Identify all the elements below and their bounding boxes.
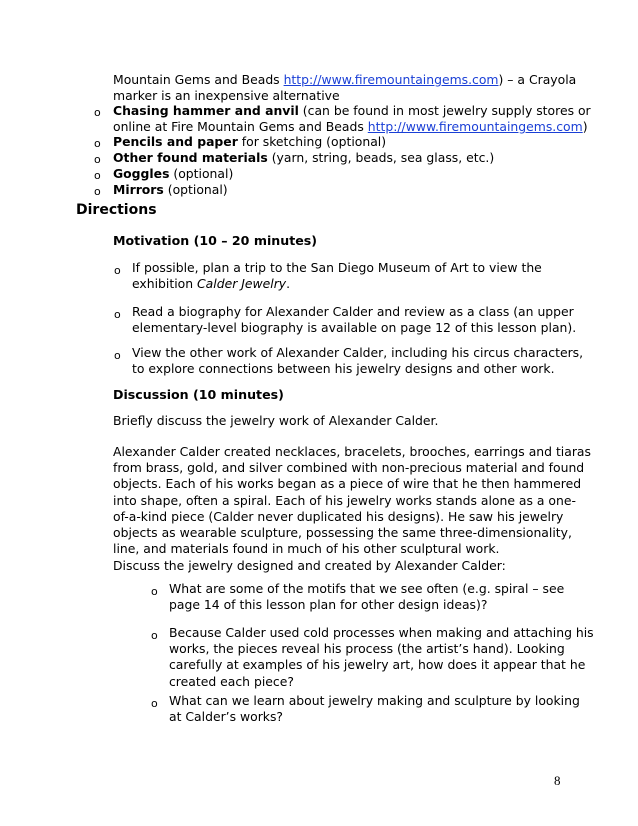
materials-item-other <box>113 150 494 166</box>
item-title: Mirrors <box>113 182 164 197</box>
item-title: Goggles <box>113 166 170 181</box>
page-number: 8 <box>554 773 561 788</box>
discussion-paragraph <box>113 444 591 557</box>
materials-continuation <box>113 72 576 104</box>
bullet: o <box>114 264 121 277</box>
motivation-item <box>132 345 583 377</box>
bullet: o <box>94 185 101 198</box>
question-line: works, the pieces reveal his process (the artist’s hand). Looking <box>169 641 565 657</box>
item-text: exhibition <box>132 276 198 292</box>
paragraph-line: Alexander Calder created necklaces, bracelets, brooches, earrings and tiaras <box>113 444 591 459</box>
item-text: (yarn, string, beads, sea glass, etc.) <box>267 150 495 165</box>
question-line: page 14 of this lesson plan for other design ideas)? <box>169 597 488 613</box>
discussion-prompt: Discuss the jewelry designed and created by Alexander Calder: <box>113 558 506 573</box>
discussion-heading: Discussion (10 minutes) <box>113 387 284 402</box>
paragraph-line: objects. Each of his works began as a piece of wire that he then hammered <box>113 476 582 492</box>
bullet: o <box>114 349 121 362</box>
materials-item-goggles <box>113 166 233 182</box>
item-text: elementary-level biography is available on page 12 of this lesson plan). <box>132 320 577 336</box>
discussion-question <box>169 625 594 690</box>
item-text: View the other work of Alexander Calder, including his circus characters, <box>132 345 584 360</box>
question-line: What can we learn about jewelry making and sculpture by looking <box>169 693 580 708</box>
item-title: Chasing hammer and anvil <box>113 103 299 118</box>
item-text: to explore connections between his jewelry designs and other work. <box>132 361 555 377</box>
materials-item-mirrors <box>113 182 228 198</box>
bullet: o <box>114 308 121 321</box>
discussion-question <box>169 581 564 613</box>
bullet: o <box>94 106 101 119</box>
fire-mountain-link[interactable]: http://www.firemountaingems.com <box>367 119 583 135</box>
question-line: created each piece? <box>169 673 294 689</box>
item-text: . <box>286 276 291 292</box>
item-text: If possible, plan a trip to the San Diego Museum of Art to view the <box>132 260 542 275</box>
question-line: What are some of the motifs that we see often (e.g. spiral – see <box>169 581 565 596</box>
item-text: Read a biography for Alexander Calder and review as a class (an upper <box>132 304 574 319</box>
item-title: Other found materials <box>113 150 268 165</box>
exhibition-title: Calder Jewelry <box>197 276 287 292</box>
paragraph-line: from brass, gold, and silver combined with non-precious material and found <box>113 460 585 476</box>
materials-item-pencils <box>113 134 386 150</box>
bullet: o <box>151 585 158 598</box>
item-text: (can be found in most jewelry supply stores or <box>298 103 591 118</box>
paragraph-line: into shape, often a spiral. Each of his jewelry works stands alone as a one- <box>113 492 576 508</box>
bullet: o <box>151 697 158 710</box>
motivation-heading: Motivation (10 – 20 minutes) <box>113 233 318 248</box>
question-line: Because Calder used cold processes when making and attaching his <box>169 625 594 640</box>
question-line: at Calder’s works? <box>169 709 284 725</box>
question-line: carefully at examples of his jewelry art, how does it appear that he <box>169 657 586 673</box>
discussion-intro: Briefly discuss the jewelry work of Alexander Calder. <box>113 413 439 428</box>
bullet: o <box>94 153 101 166</box>
paragraph-line: line, and materials found in much of his other sculptural work. <box>113 541 500 557</box>
paragraph-line: objects as wearable sculpture, possessing the same three-dimensionality, <box>113 525 572 541</box>
text: marker is an inexpensive alternative <box>113 88 340 104</box>
item-text: (optional) <box>163 182 228 197</box>
paragraph-line: of-a-kind piece (Calder never duplicated his designs). He saw his jewelry <box>113 508 564 524</box>
motivation-item <box>132 304 576 336</box>
item-text: (optional) <box>169 166 234 181</box>
bullet: o <box>94 169 101 182</box>
item-text: online at Fire Mountain Gems and Beads <box>113 119 368 135</box>
text: Mountain Gems and Beads <box>113 72 284 87</box>
item-text: for sketching (optional) <box>237 134 387 149</box>
item-text: ) <box>582 119 588 135</box>
motivation-item <box>132 260 542 292</box>
bullet: o <box>151 629 158 642</box>
text: ) – a Crayola <box>498 72 577 87</box>
discussion-question <box>169 693 580 725</box>
item-title: Pencils and paper <box>113 134 238 149</box>
fire-mountain-link[interactable]: http://www.firemountaingems.com <box>283 72 499 87</box>
directions-heading: Directions <box>76 202 157 218</box>
materials-item-chasing <box>113 103 591 135</box>
bullet: o <box>94 137 101 150</box>
